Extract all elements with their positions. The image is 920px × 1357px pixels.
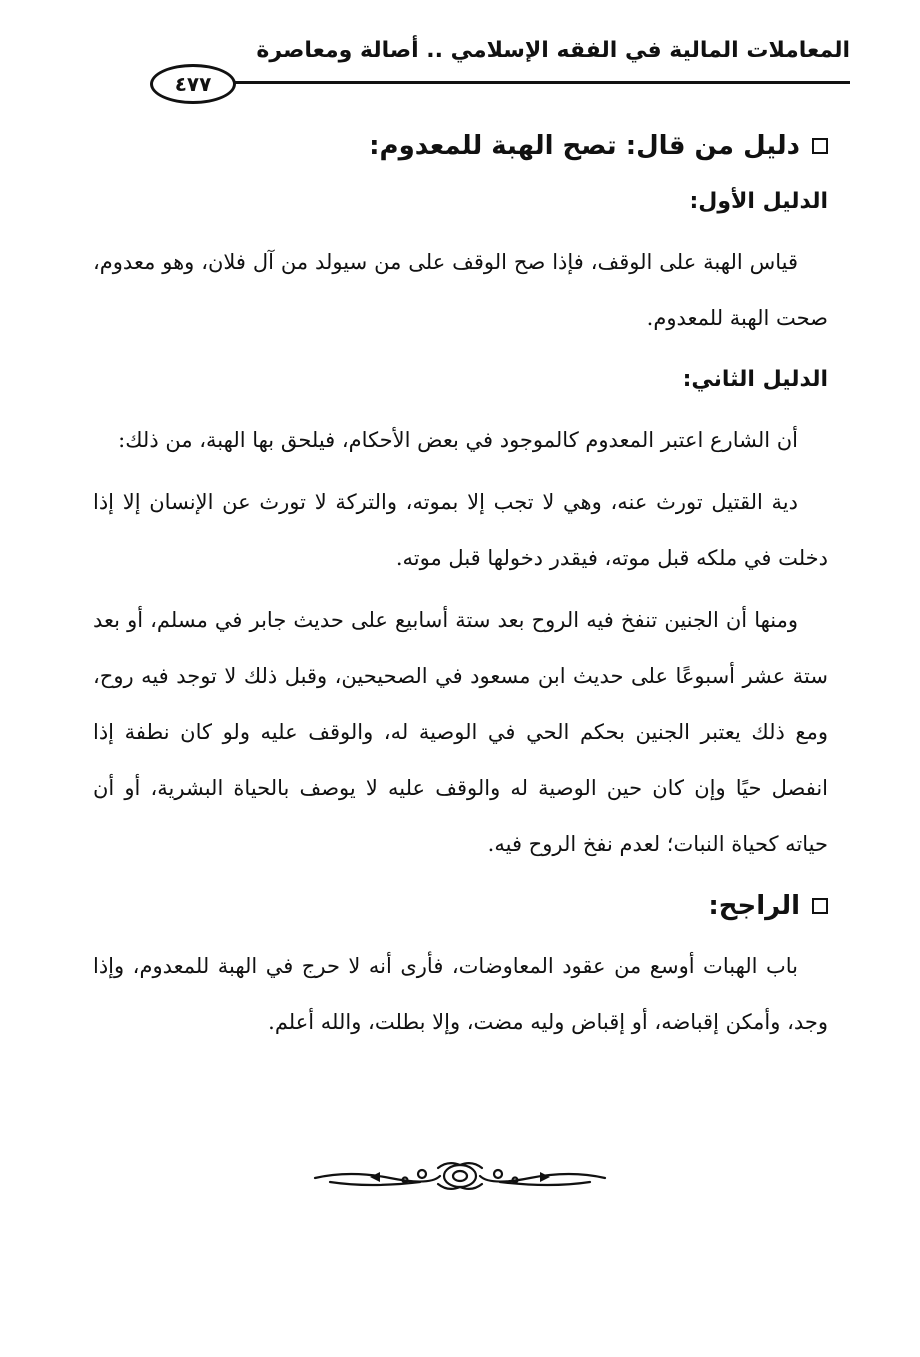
evidence-one-text: قياس الهبة على الوقف، فإذا صح الوقف على من سيولد من آل فلان، وهو معدوم، صحت الهبة للمعدوم. — [93, 250, 828, 330]
page-content — [93, 118, 828, 1056]
paragraph-fetus: ومنها أن الجنين تنفخ فيه الروح بعد ستة أسابيع على حديث جابر في مسلم، أو بعد ستة عشر أسبوعًا على حديث ابن مسعود في الصحيحين، وقبل ذلك لا توجد فيه روح، ومع ذلك يعتبر الجنين بحكم الحي في الوصية له، والوقف عليه ولو كان نطفة إذا انفصل حيًا وإن كان حين الوصية له والوقف عليه لا يوصف بالحياة البشرية، أو أن حياته كحياة النبات؛ لعدم نفخ الروح فيه. — [93, 608, 828, 856]
section-heading-evidence — [93, 118, 828, 174]
header-rule — [228, 81, 850, 84]
paragraph-blood-money: دية القتيل تورث عنه، وهي لا تجب إلا بموته، والتركة لا تورث عن الإنسان إلا إذا دخلت في ملكه قبل موته، فيقدر دخولها قبل موته. — [93, 490, 828, 570]
section-heading-preferred — [93, 878, 828, 934]
square-bullet-icon — [812, 138, 828, 154]
square-bullet-icon — [812, 898, 828, 914]
evidence-two-text: أن الشارع اعتبر المعدوم كالموجود في بعض الأحكام، فيلحق بها الهبة، من ذلك: — [118, 428, 798, 452]
section-heading-text: الراجح: — [708, 891, 800, 921]
evidence-two-title: الدليل الثاني: — [682, 367, 828, 392]
page-number: ٤٧٧ — [150, 64, 236, 104]
evidence-one-title: الدليل الأول: — [689, 189, 828, 214]
section-heading-text: دليل من قال: تصح الهبة للمعدوم: — [369, 131, 800, 161]
running-header-title: المعاملات المالية في الفقه الإسلامي .. أصالة ومعاصرة — [256, 38, 850, 63]
decorative-flourish-icon — [310, 1158, 610, 1194]
preferred-opinion-text: باب الهبات أوسع من عقود المعاوضات، فأرى أنه لا حرج في الهبة للمعدوم، وإذا وجد، وأمكن إقباضه، أو إقباض وليه مضت، وإلا بطلت، والله أعلم. — [93, 954, 828, 1034]
